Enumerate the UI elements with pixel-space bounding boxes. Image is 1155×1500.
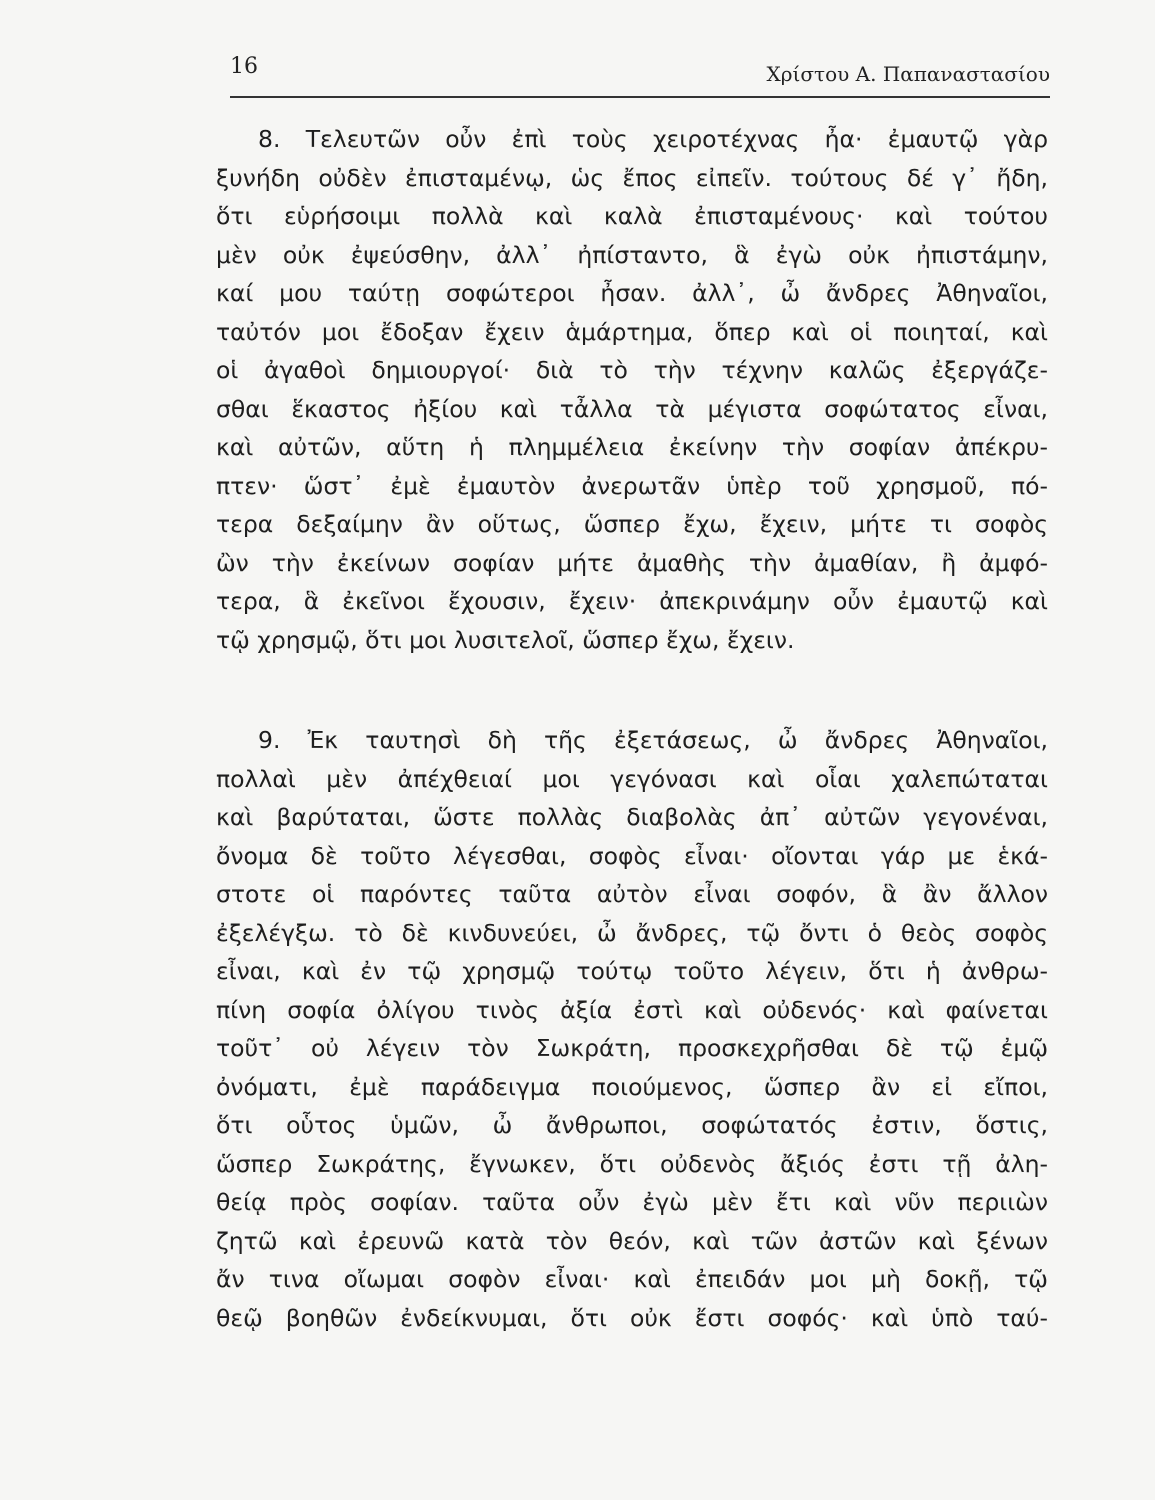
- text-line: τερα, ἃ ἐκεῖνοι ἔχουσιν, ἔχειν· ἀπεκρινάμην οὖν ἐμαυτῷ καὶ: [216, 587, 1048, 615]
- page-number: 16: [230, 54, 258, 79]
- text-line: πολλαὶ μὲν ἀπέχθειαί μοι γεγόνασι καὶ οἷαι χαλεπώταται: [216, 764, 1048, 793]
- section-9-paragraph: [216, 721, 1048, 1337]
- text-line: οἱ ἀγαθοὶ δημιουργοί· διὰ τὸ τὴν τέχνην καλῶς ἐξεργάζε-: [216, 356, 1048, 384]
- text-line: ὥσπερ Σωκράτης, ἔγνωκεν, ὅτι οὐδενὸς ἄξιός ἐστι τῇ ἀλη-: [216, 1149, 1048, 1178]
- text-line: ὢν τὴν ἐκείνων σοφίαν μήτε ἀμαθὴς τὴν ἀμαθίαν, ἢ ἀμφό-: [216, 548, 1048, 577]
- author-name: Χρίστου Α. Παπαναστασίου: [766, 62, 1050, 86]
- text-line: καὶ βαρύταται, ὥστε πολλὰς διαβολὰς ἀπ᾽ αὐτῶν γεγονέναι,: [216, 803, 1048, 831]
- text-line: πίνη σοφία ὀλίγου τινὸς ἀξία ἐστὶ καὶ οὐδενός· καὶ φαίνεται: [216, 995, 1048, 1024]
- text-line: θείᾳ πρὸς σοφίαν. ταῦτα οὖν ἐγὼ μὲν ἔτι καὶ νῦν περιιὼν: [216, 1188, 1048, 1216]
- text-line: σθαι ἕκαστος ἠξίου καὶ τἆλλα τὰ μέγιστα σοφώτατος εἶναι,: [216, 394, 1048, 423]
- text-line: πτεν· ὥστ᾽ ἐμὲ ἐμαυτὸν ἀνερωτᾶν ὑπὲρ τοῦ χρησμοῦ, πό-: [216, 471, 1048, 500]
- text-line: τερα δεξαίμην ἂν οὕτως, ὥσπερ ἔχω, ἔχειν, μήτε τι σοφὸς: [216, 510, 1048, 538]
- text-line: τῷ χρησμῷ, ὅτι μοι λυσιτελοῖ, ὥσπερ ἔχω, ἔχειν.: [216, 625, 795, 654]
- text-line: ὀνόματι, ἐμὲ παράδειγμα ποιούμενος, ὥσπερ ἂν εἰ εἴποι,: [216, 1072, 1048, 1101]
- text-line: ὅτι εὑρήσοιμι πολλὰ καὶ καλὰ ἐπισταμένους· καὶ τούτου: [216, 202, 1048, 230]
- text-line: στοτε οἱ παρόντες ταῦτα αὐτὸν εἶναι σοφόν, ἃ ἂν ἄλλον: [216, 880, 1048, 908]
- text-line: ξυνήδη οὐδὲν ἐπισταμένῳ, ὡς ἔπος εἰπεῖν. τούτους δέ γ᾽ ἤδη,: [216, 163, 1048, 192]
- text-line: 9. Ἐκ ταυτησὶ δὴ τῆς ἐξετάσεως, ὦ ἄνδρες Ἀθηναῖοι,: [258, 726, 1048, 754]
- text-line: ταὐτόν μοι ἔδοξαν ἔχειν ἁμάρτημα, ὅπερ καὶ οἱ ποιηταί, καὶ: [216, 317, 1048, 346]
- text-line: μὲν οὐκ ἐψεύσθην, ἀλλ᾽ ἠπίσταντο, ἃ ἐγὼ οὐκ ἠπιστάμην,: [216, 240, 1048, 269]
- text-line: 8. Τελευτῶν οὖν ἐπὶ τοὺς χειροτέχνας ἦα· ἐμαυτῷ γὰρ: [258, 125, 1048, 153]
- section-8-paragraph: [216, 120, 1048, 659]
- text-line: ὅτι οὗτος ὑμῶν, ὦ ἄνθρωποι, σοφώτατός ἐστιν, ὅστις,: [216, 1111, 1048, 1139]
- text-line: θεῷ βοηθῶν ἐνδείκνυμαι, ὅτι οὐκ ἔστι σοφός· καὶ ὑπὸ ταύ-: [216, 1303, 1048, 1332]
- text-line: ἐξελέγξω. τὸ δὲ κινδυνεύει, ὦ ἄνδρες, τῷ ὄντι ὁ θεὸς σοφὸς: [216, 918, 1048, 947]
- text-line: ζητῶ καὶ ἐρευνῶ κατὰ τὸν θεόν, καὶ τῶν ἀστῶν καὶ ξένων: [216, 1226, 1048, 1255]
- running-header: [230, 48, 1050, 98]
- text-line: ἄν τινα οἴωμαι σοφὸν εἶναι· καὶ ἐπειδάν μοι μὴ δοκῇ, τῷ: [216, 1265, 1048, 1293]
- text-line: ὄνομα δὲ τοῦτο λέγεσθαι, σοφὸς εἶναι· οἴονται γάρ με ἑκά-: [216, 841, 1048, 870]
- text-line: καί μου ταύτῃ σοφώτεροι ἦσαν. ἀλλ᾽, ὦ ἄνδρες Ἀθηναῖοι,: [216, 279, 1048, 307]
- text-line: τοῦτ᾽ οὐ λέγειν τὸν Σωκράτη, προσκεχρῆσθαι δὲ τῷ ἐμῷ: [216, 1034, 1048, 1062]
- text-line: εἶναι, καὶ ἐν τῷ χρησμῷ τούτῳ τοῦτο λέγειν, ὅτι ἡ ἀνθρω-: [216, 957, 1048, 985]
- text-line: καὶ αὐτῶν, αὕτη ἡ πλημμέλεια ἐκείνην τὴν σοφίαν ἀπέκρυ-: [216, 433, 1048, 461]
